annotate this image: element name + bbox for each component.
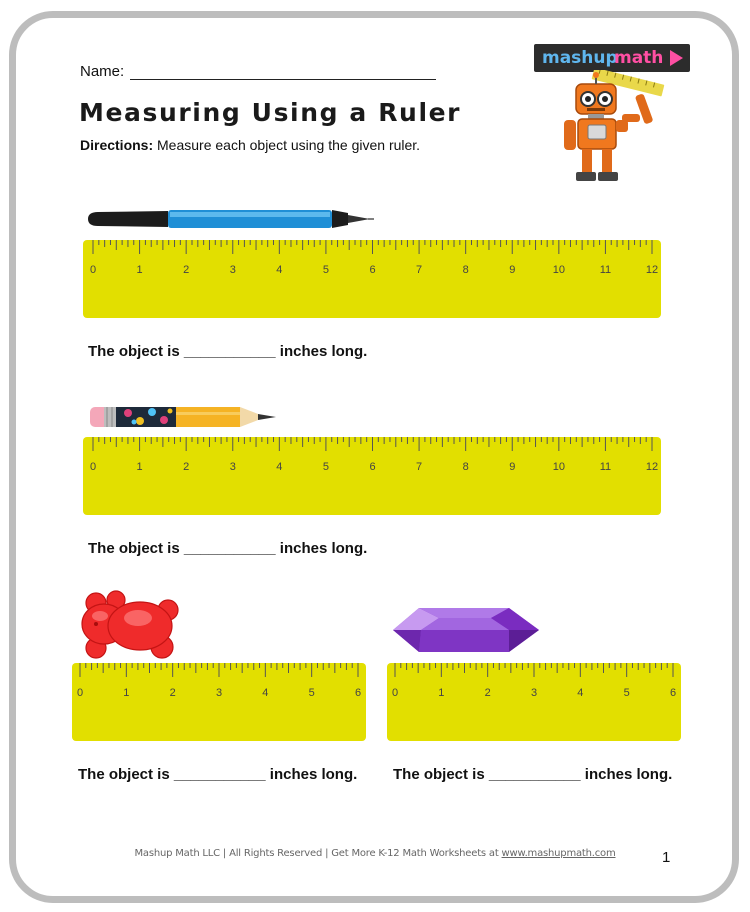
crystal-icon: [391, 604, 543, 656]
gummy-bear-icon: [78, 590, 180, 660]
ruler-number: 6: [669, 687, 677, 699]
answer-sentence-3: The object is ___________ inches long.: [78, 766, 358, 783]
footer-link[interactable]: www.mashupmath.com: [501, 848, 616, 859]
play-icon: [670, 50, 683, 66]
ruler-number: 9: [509, 461, 516, 473]
ruler-number: 4: [276, 264, 283, 276]
name-answer-line[interactable]: [130, 79, 436, 80]
ruler-number: 0: [391, 687, 399, 699]
ruler-number: 11: [599, 264, 612, 276]
ruler-number: 6: [354, 687, 362, 699]
ruler-number: 3: [215, 687, 223, 699]
footer-text: Mashup Math LLC | All Rights Reserved | Get More K-12 Math Worksheets at: [134, 848, 502, 859]
ruler-number: 7: [416, 264, 423, 276]
page-title: Measuring Using a Ruler: [79, 98, 462, 127]
logo-text-math: math: [614, 48, 664, 68]
ruler-number: 4: [577, 687, 584, 699]
ruler-6-inch-2: [387, 663, 681, 741]
page-number: 1: [662, 849, 671, 866]
ruler-number: 6: [369, 264, 376, 276]
robot-holding-ruler-icon: [552, 70, 672, 188]
ruler-number: 5: [322, 461, 329, 473]
ruler-12-inch-1: [83, 240, 661, 318]
ruler-number: 3: [530, 687, 538, 699]
ruler-number: 2: [183, 461, 190, 473]
pen-icon: [86, 206, 376, 232]
directions-label: Directions:: [80, 137, 154, 153]
ruler-number: 8: [462, 264, 469, 276]
ruler-number: 10: [552, 461, 565, 473]
directions: [80, 137, 420, 153]
ruler-number: 10: [552, 264, 565, 276]
ruler-number: 3: [229, 461, 236, 473]
footer: [0, 848, 750, 859]
ruler-number: 11: [599, 461, 612, 473]
ruler-number: 1: [136, 461, 143, 473]
ruler-6-inch-1: [72, 663, 366, 741]
ruler-number: 8: [462, 461, 469, 473]
ruler-number: 1: [438, 687, 445, 699]
ruler-number: 12: [645, 461, 659, 473]
ruler-number: 9: [509, 264, 516, 276]
ruler-number: 0: [89, 264, 97, 276]
ruler-number: 3: [229, 264, 236, 276]
ruler-number: 4: [276, 461, 283, 473]
pencil-icon: [88, 404, 280, 430]
ruler-number: 1: [136, 264, 143, 276]
ruler-number: 5: [308, 687, 315, 699]
answer-sentence-1: The object is ___________ inches long.: [88, 343, 368, 360]
mashupmath-logo: [534, 44, 690, 72]
ruler-number: 7: [416, 461, 423, 473]
directions-text: Measure each object using the given ruler.: [157, 137, 421, 153]
answer-sentence-4: The object is ___________ inches long.: [393, 766, 673, 783]
ruler-number: 5: [322, 264, 329, 276]
ruler-number: 5: [623, 687, 630, 699]
ruler-number: 2: [183, 264, 190, 276]
name-label: Name:: [80, 63, 125, 80]
ruler-number: 4: [262, 687, 269, 699]
logo-text-mashup: mashup: [542, 48, 618, 68]
ruler-number: 12: [645, 264, 659, 276]
ruler-number: 2: [484, 687, 491, 699]
ruler-12-inch-2: [83, 437, 661, 515]
ruler-number: 0: [89, 461, 97, 473]
ruler-number: 1: [123, 687, 130, 699]
ruler-number: 2: [169, 687, 176, 699]
answer-sentence-2: The object is ___________ inches long.: [88, 540, 368, 557]
ruler-number: 6: [369, 461, 376, 473]
ruler-number: 0: [76, 687, 84, 699]
